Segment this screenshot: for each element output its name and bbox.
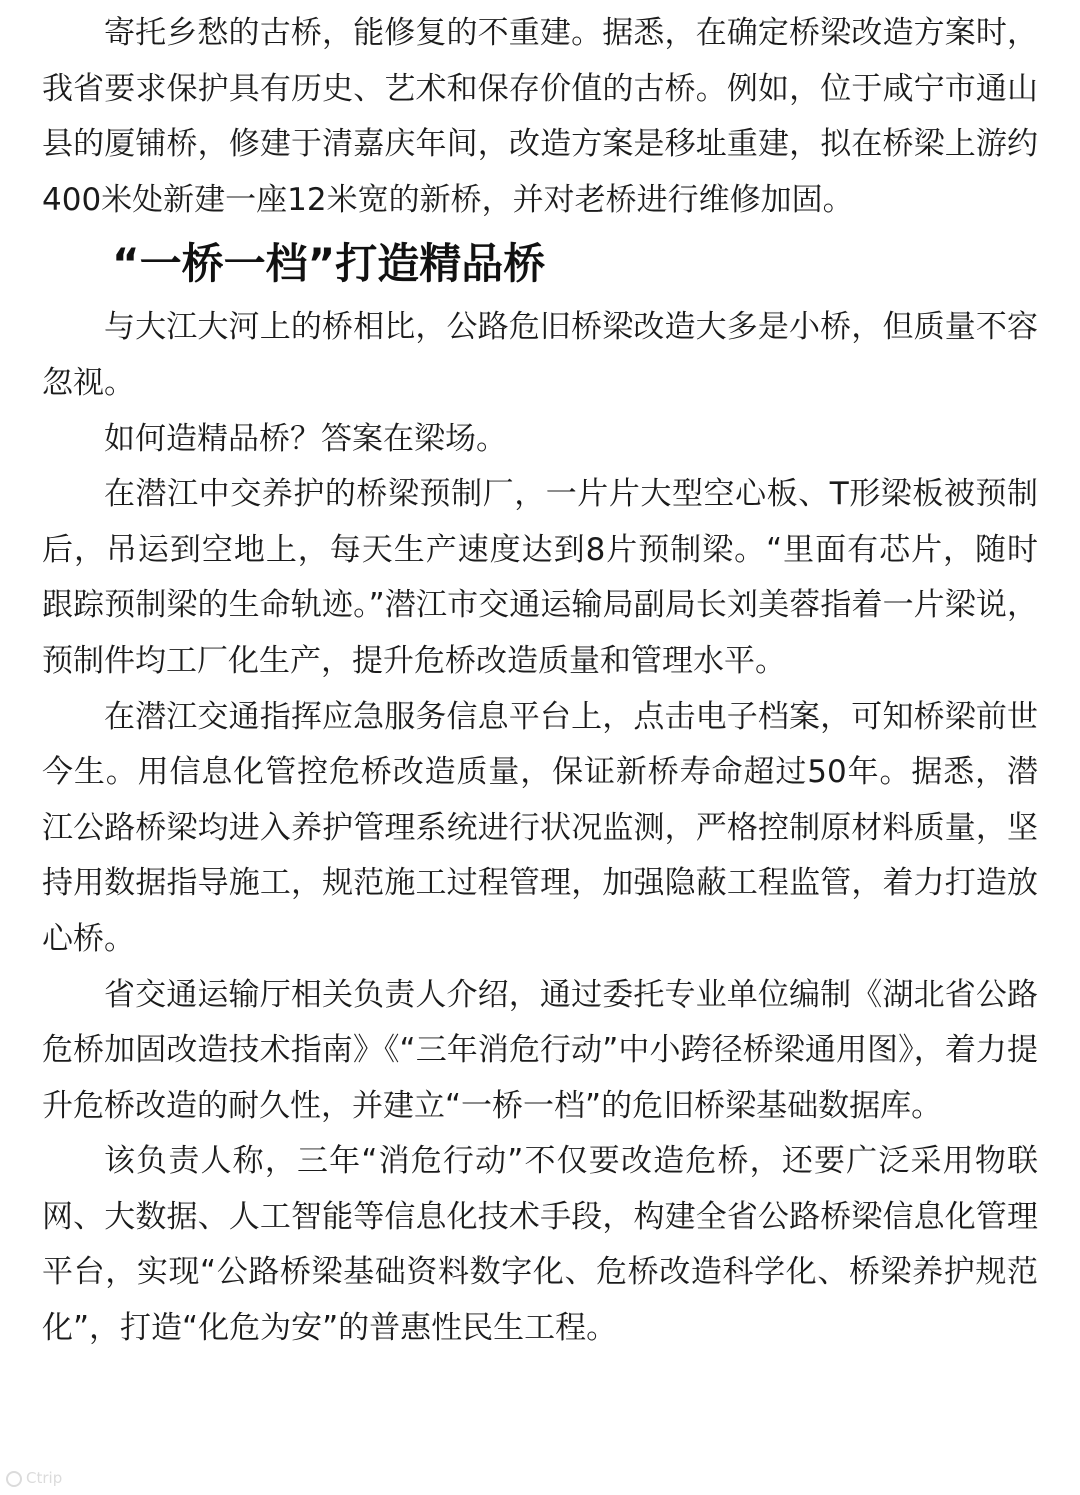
- paragraph-ancient-bridge: 寄托乡愁的古桥，能修复的不重建。据悉，在确定桥梁改造方案时，我省要求保护具有历史、艺术和保存价值的古桥。例如，位于咸宁市通山县的厦铺桥，修建于清嘉庆年间，改造方案是移址重建，拟在桥梁上游约400米处新建一座12米宽的新桥，并对老桥进行维修加固。: [42, 15, 1038, 218]
- watermark-logo-icon: [6, 1471, 22, 1487]
- paragraph-info-platform: 在潜江交通指挥应急服务信息平台上，点击电子档案，可知桥梁前世今生。用信息化管控危桥改造质量，保证新桥寿命超过50年。据悉，潜江公路桥梁均进入养护管理系统进行状况监测，严格控制原材料质量，坚持用数据指导施工，规范施工过程管理，加强隐蔽工程监管，着力打造放心桥。: [42, 698, 1038, 957]
- watermark-text: Ctrip: [26, 1469, 63, 1487]
- paragraph-small-bridges: 与大江大河上的桥相比，公路危旧桥梁改造大多是小桥，但质量不容忽视。: [42, 309, 1038, 401]
- paragraph-three-year-action: 该负责人称，三年“消危行动”不仅要改造危桥，还要广泛采用物联网、大数据、人工智能等信息化技术手段，构建全省公路桥梁信息化管理平台，实现“公路桥梁基础资料数字化、危桥改造科学化、桥梁养护规范化”，打造“化危为安”的普惠性民生工程。: [42, 1143, 1038, 1347]
- paragraph-provincial-guide: 省交通运输厅相关负责人介绍，通过委托专业单位编制《湖北省公路危桥加固改造技术指南》《“三年消危行动”中小跨径桥梁通用图》，着力提升危桥改造的耐久性，并建立“一桥一档”的危旧桥梁基础数据库。: [42, 976, 1038, 1124]
- paragraph-beam-yard: 如何造精品桥？答案在梁场。: [104, 420, 507, 457]
- article-body: [42, 6, 1038, 1357]
- section-heading: “一桥一档”打造精品桥: [112, 239, 546, 289]
- paragraph-prefab-factory: 在潜江中交养护的桥梁预制厂，一片片大型空心板、T形梁板被预制后，吊运到空地上，每天生产速度达到8片预制梁。“里面有芯片，随时跟踪预制梁的生命轨迹。”潜江市交通运输局副局长刘美蓉指着一片梁说，预制件均工厂化生产，提升危桥改造质量和管理水平。: [42, 476, 1038, 679]
- watermark: [6, 1469, 62, 1487]
